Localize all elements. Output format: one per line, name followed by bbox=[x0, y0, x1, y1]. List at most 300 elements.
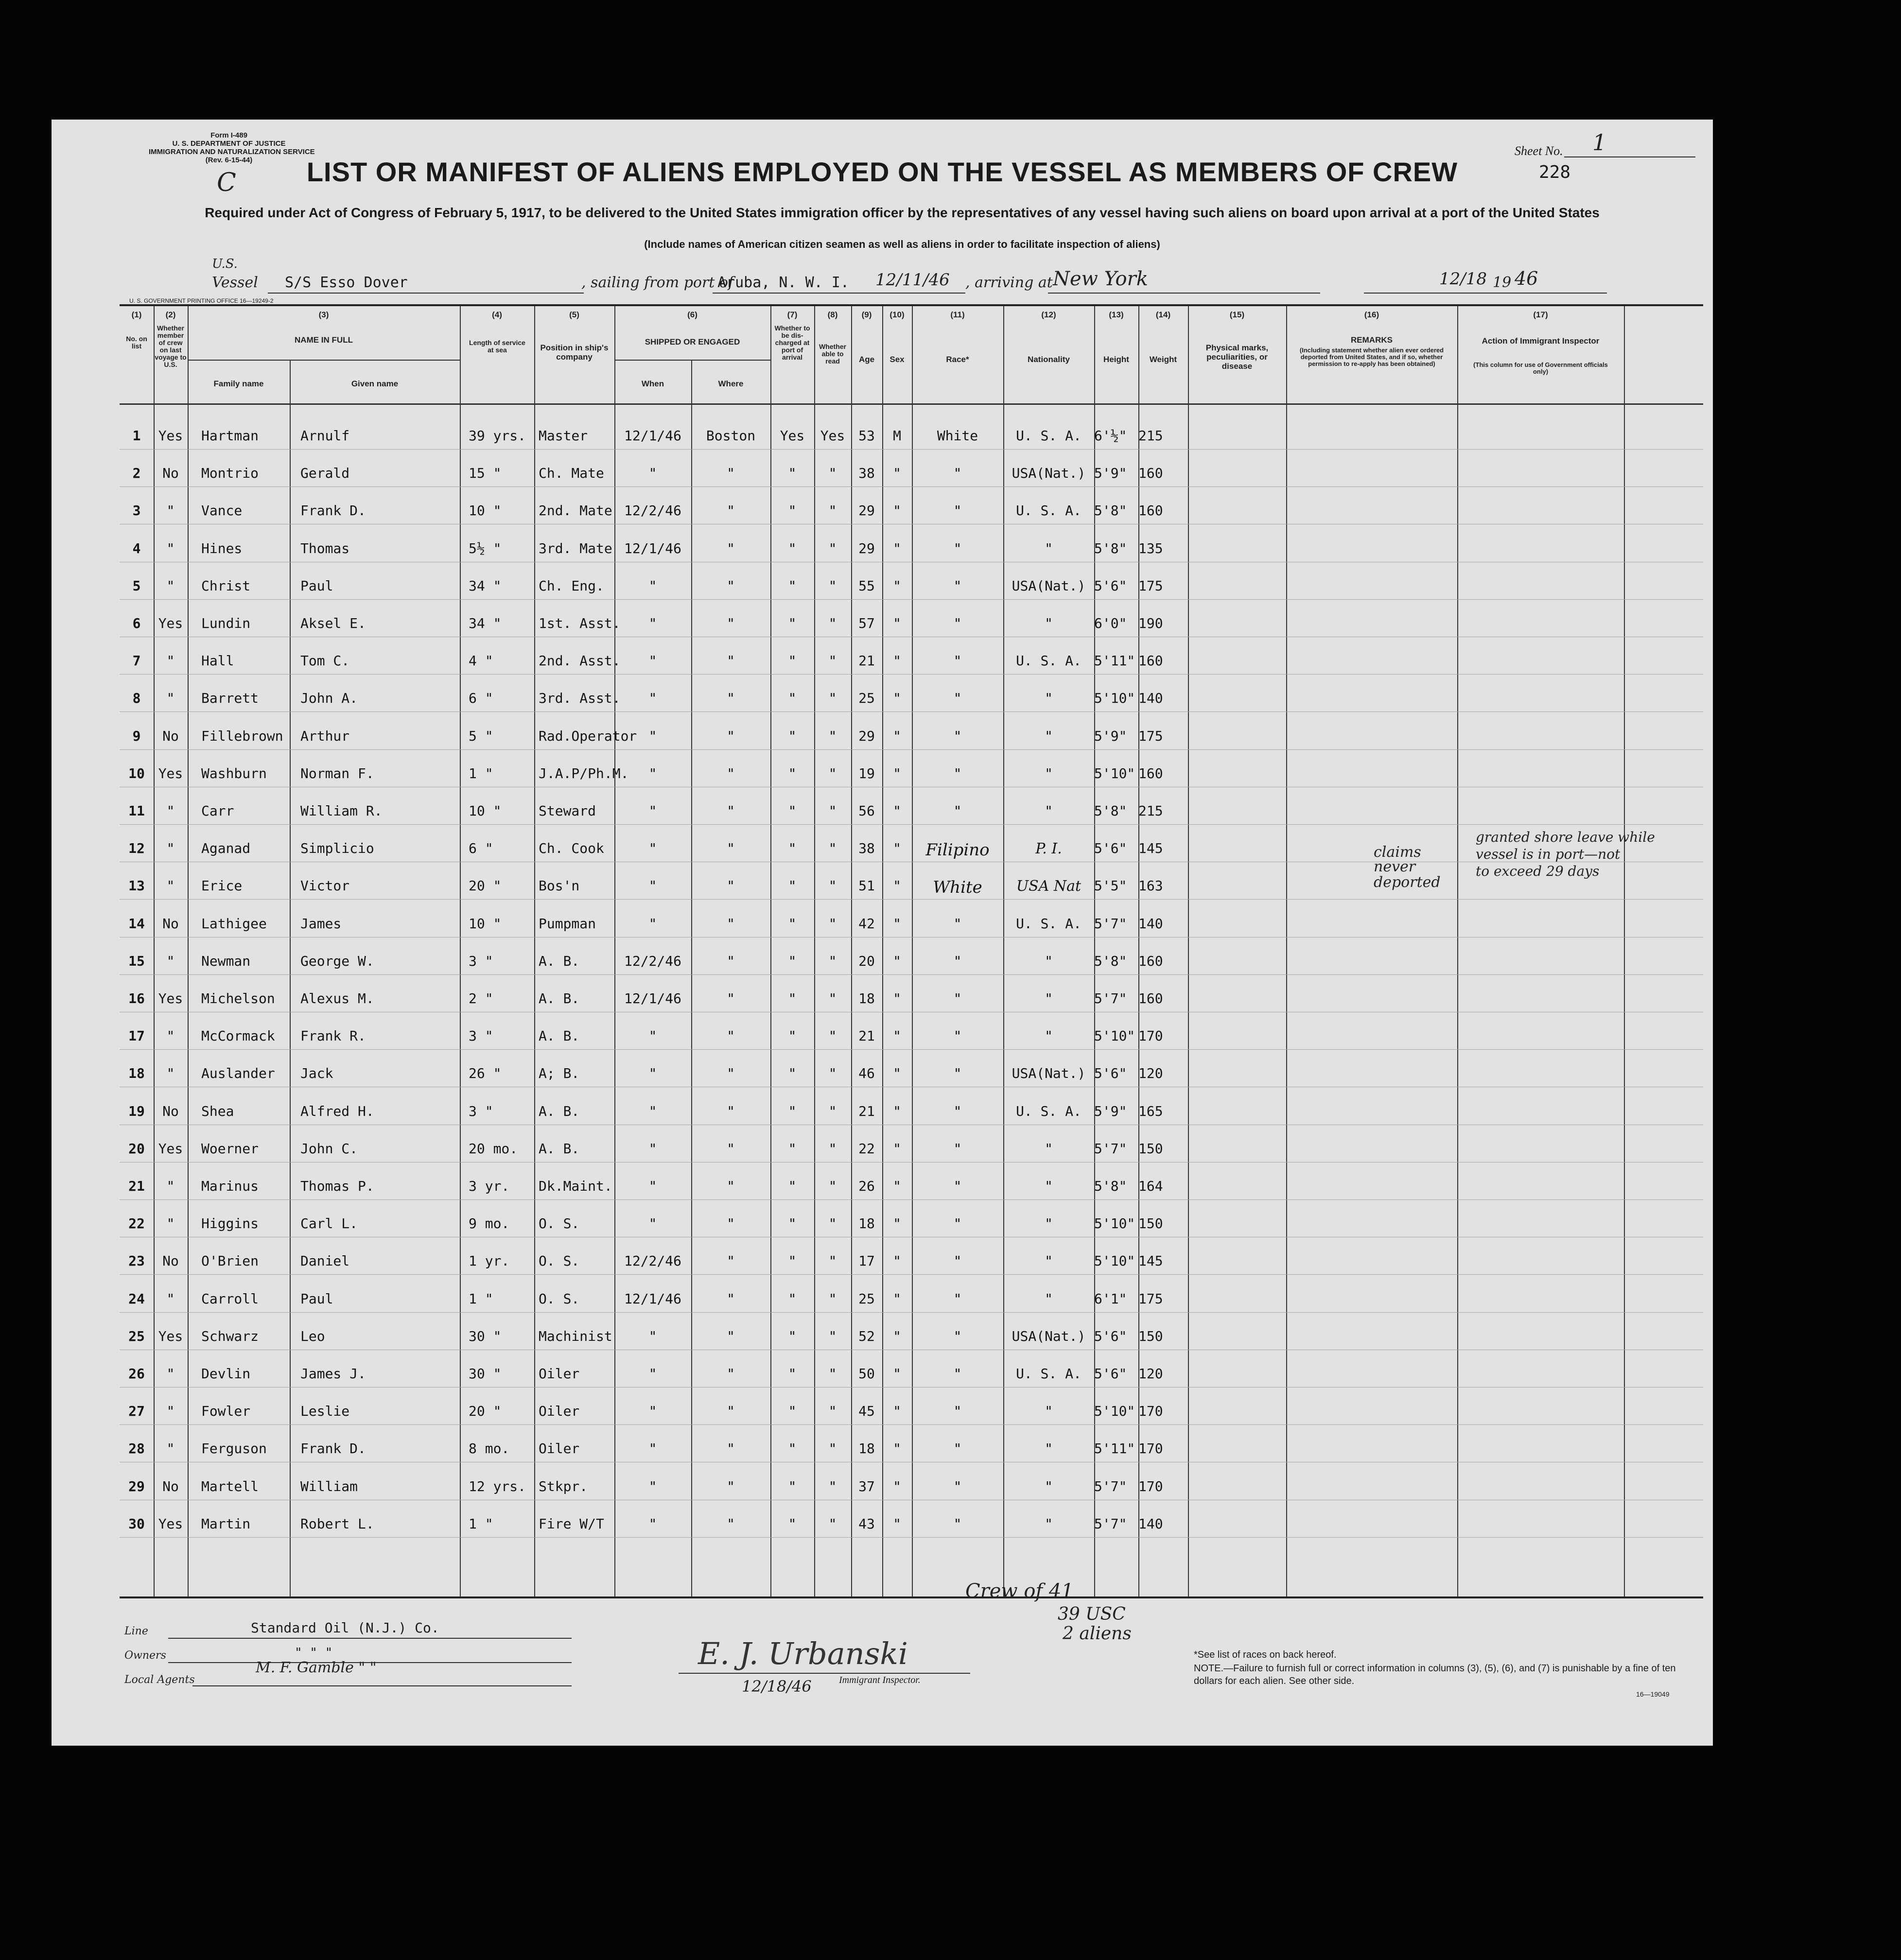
cell-given-name: Paul bbox=[300, 1290, 333, 1307]
cell-race: " bbox=[953, 1253, 962, 1269]
owners-value: " " " bbox=[295, 1646, 333, 1660]
cell-crew-last-voyage: Yes bbox=[158, 428, 183, 444]
cell-family-name: Schwarz bbox=[201, 1328, 259, 1344]
cell-family-name: Washburn bbox=[201, 765, 267, 781]
cell-able-to-read: " bbox=[828, 540, 837, 556]
colnum-3: (3) bbox=[318, 310, 329, 319]
cell-shipped-when: " bbox=[648, 690, 657, 707]
cell-shipped-when: " bbox=[648, 1215, 657, 1232]
cell-length-of-service: 4 " bbox=[469, 653, 493, 669]
cell-height: 5'11" bbox=[1094, 1440, 1135, 1457]
cell-family-name: Woerner bbox=[201, 1140, 259, 1157]
cell-age: 22 bbox=[858, 1140, 875, 1157]
cell-able-to-read: " bbox=[828, 1253, 837, 1269]
cell-shipped-when: " bbox=[648, 1065, 657, 1082]
cell-shipped-when: " bbox=[648, 615, 657, 631]
cell-crew-last-voyage: " bbox=[166, 1028, 175, 1044]
cell-race: " bbox=[953, 1515, 962, 1532]
cell-nationality: " bbox=[1045, 1140, 1053, 1157]
cell-given-name: Aksel E. bbox=[300, 615, 366, 631]
cell-height: 5'8" bbox=[1094, 503, 1127, 519]
cell-to-be-discharged: " bbox=[788, 1440, 797, 1457]
line-label: Line bbox=[124, 1625, 148, 1637]
cell-shipped-where: " bbox=[727, 915, 735, 932]
cell-family-name: Devlin bbox=[201, 1366, 251, 1382]
cell-row-number: 16 bbox=[128, 990, 145, 1006]
cell-nationality: U. S. A. bbox=[1016, 915, 1081, 932]
cell-crew-last-voyage: No bbox=[162, 465, 179, 482]
colnum-4: (4) bbox=[492, 310, 502, 319]
cell-age: 18 bbox=[858, 990, 875, 1006]
cell-shipped-where: " bbox=[727, 1065, 735, 1082]
cell-shipped-where: " bbox=[727, 990, 735, 1006]
cell-crew-last-voyage: No bbox=[162, 1478, 179, 1494]
cell-weight: 160 bbox=[1138, 653, 1163, 669]
cell-to-be-discharged: " bbox=[788, 1103, 797, 1119]
cell-crew-last-voyage: Yes bbox=[158, 1140, 183, 1157]
cell-family-name: Hall bbox=[201, 653, 234, 669]
cell-shipped-where: " bbox=[727, 1328, 735, 1344]
cell-height: 5'8" bbox=[1094, 540, 1127, 556]
cell-position: Rad.Operator bbox=[539, 728, 637, 744]
cell-crew-last-voyage: " bbox=[166, 1065, 175, 1082]
cell-shipped-where: " bbox=[727, 1515, 735, 1532]
cell-crew-last-voyage: " bbox=[166, 690, 175, 707]
row-rule bbox=[120, 711, 1703, 712]
cell-length-of-service: 10 " bbox=[469, 803, 502, 819]
cell-family-name: Vance bbox=[201, 503, 243, 519]
cell-shipped-where: " bbox=[727, 540, 735, 556]
cell-race: " bbox=[953, 1028, 962, 1044]
cell-height: 5'6" bbox=[1094, 1065, 1127, 1082]
cell-family-name: Hartman bbox=[201, 428, 259, 444]
cell-weight: 150 bbox=[1138, 1328, 1163, 1344]
cell-height: 5'10" bbox=[1094, 765, 1135, 781]
cell-to-be-discharged: " bbox=[788, 840, 797, 857]
cell-crew-last-voyage: " bbox=[166, 540, 175, 556]
cell-to-be-discharged: " bbox=[788, 1290, 797, 1307]
cell-given-name: Leo bbox=[300, 1328, 325, 1344]
cell-nationality: " bbox=[1045, 1403, 1053, 1420]
cell-shipped-when: " bbox=[648, 1440, 657, 1457]
cell-sex: " bbox=[893, 577, 901, 594]
cell-position: A. B. bbox=[539, 953, 580, 969]
cell-sex: " bbox=[893, 915, 901, 932]
cell-age: 25 bbox=[858, 1290, 875, 1307]
cell-family-name: Montrio bbox=[201, 465, 259, 482]
cell-position: Master bbox=[539, 428, 588, 444]
header-when: When bbox=[641, 379, 664, 388]
header-bottom-line bbox=[120, 403, 1703, 405]
cell-weight: 170 bbox=[1138, 1440, 1163, 1457]
cell-length-of-service: 3 " bbox=[469, 1103, 493, 1119]
cell-to-be-discharged: " bbox=[788, 465, 797, 482]
cell-able-to-read: " bbox=[828, 1178, 837, 1194]
cell-weight: 175 bbox=[1138, 728, 1163, 744]
sheet-stamp-number: 228 bbox=[1539, 162, 1571, 182]
cell-given-name: John A. bbox=[300, 690, 358, 707]
cell-race: " bbox=[953, 577, 962, 594]
cell-sex: " bbox=[893, 1178, 901, 1194]
cell-height: 5'9" bbox=[1094, 728, 1127, 744]
cell-length-of-service: 5 " bbox=[469, 728, 493, 744]
cell-sex: " bbox=[893, 728, 901, 744]
cell-shipped-when: " bbox=[648, 1103, 657, 1119]
cell-nationality: " bbox=[1045, 615, 1053, 631]
cell-nationality: " bbox=[1045, 1478, 1053, 1494]
cell-able-to-read: " bbox=[828, 953, 837, 969]
cell-family-name: Carroll bbox=[201, 1290, 259, 1307]
cell-age: 25 bbox=[858, 690, 875, 707]
cell-length-of-service: 6 " bbox=[469, 690, 493, 707]
header-name-in-full: NAME IN FULL bbox=[295, 335, 353, 345]
cell-crew-last-voyage: " bbox=[166, 653, 175, 669]
cell-race: Filipino bbox=[925, 840, 990, 860]
cell-able-to-read: " bbox=[828, 653, 837, 669]
cell-weight: 175 bbox=[1138, 577, 1163, 594]
remark-claims: claims bbox=[1374, 844, 1421, 861]
cell-length-of-service: 6 " bbox=[469, 840, 493, 857]
cell-family-name: Erice bbox=[201, 878, 243, 894]
cell-to-be-discharged: " bbox=[788, 577, 797, 594]
row-rule bbox=[120, 674, 1703, 675]
sailing-port: Aruba, N. W. I. bbox=[717, 274, 849, 291]
cell-race: " bbox=[953, 765, 962, 781]
arriving-port: New York bbox=[1053, 268, 1148, 290]
cell-position: Oiler bbox=[539, 1440, 580, 1457]
cell-shipped-when: 12/2/46 bbox=[624, 1253, 681, 1269]
header-nationality: Nationality bbox=[1028, 355, 1070, 364]
colnum-9: (9) bbox=[861, 310, 872, 319]
cell-able-to-read: " bbox=[828, 1215, 837, 1232]
cell-height: 5'7" bbox=[1094, 1515, 1127, 1532]
cell-race: " bbox=[953, 953, 962, 969]
row-rule bbox=[120, 749, 1703, 750]
sailing-label: , sailing from port of bbox=[581, 274, 734, 291]
cell-given-name: Frank D. bbox=[300, 503, 366, 519]
cell-family-name: Aganad bbox=[201, 840, 251, 857]
cell-given-name: Thomas bbox=[300, 540, 350, 556]
cell-length-of-service: 30 " bbox=[469, 1366, 502, 1382]
cell-shipped-when: " bbox=[648, 577, 657, 594]
header-given-name: Given name bbox=[351, 379, 399, 388]
cell-to-be-discharged: " bbox=[788, 1253, 797, 1269]
header-crew-last-voyage: Whether member of crew on last voyage to U.S. bbox=[155, 324, 187, 368]
cell-height: 5'9" bbox=[1094, 1103, 1127, 1119]
cell-sex: " bbox=[893, 803, 901, 819]
cell-nationality: " bbox=[1045, 1253, 1053, 1269]
cell-height: 6'1" bbox=[1094, 1290, 1127, 1307]
cell-shipped-when: " bbox=[648, 653, 657, 669]
cell-age: 43 bbox=[858, 1515, 875, 1532]
header-where: Where bbox=[718, 379, 744, 388]
cell-age: 21 bbox=[858, 653, 875, 669]
cell-shipped-where: " bbox=[727, 653, 735, 669]
cell-to-be-discharged: " bbox=[788, 915, 797, 932]
cell-nationality: " bbox=[1045, 1290, 1053, 1307]
cell-able-to-read: " bbox=[828, 840, 837, 857]
agents-value: M. F. Gamble " " bbox=[256, 1659, 377, 1676]
cell-row-number: 1 bbox=[132, 428, 141, 444]
cell-given-name: William bbox=[300, 1478, 358, 1494]
cell-sex: " bbox=[893, 503, 901, 519]
cell-nationality: USA(Nat.) bbox=[1012, 1065, 1086, 1082]
header-family-name: Family name bbox=[213, 379, 264, 388]
cell-shipped-when: " bbox=[648, 803, 657, 819]
remark-deported: deported bbox=[1374, 874, 1441, 891]
cell-family-name: McCormack bbox=[201, 1028, 275, 1044]
cell-able-to-read: " bbox=[828, 728, 837, 744]
cell-to-be-discharged: " bbox=[788, 1366, 797, 1382]
cell-shipped-where: " bbox=[727, 1178, 735, 1194]
header-remarks: REMARKS bbox=[1351, 335, 1393, 345]
inspector-signature: E. J. Urbanski bbox=[698, 1636, 908, 1671]
cell-given-name: Alexus M. bbox=[300, 990, 374, 1006]
cell-able-to-read: " bbox=[828, 1515, 837, 1532]
cell-nationality: U. S. A. bbox=[1016, 1366, 1081, 1382]
row-rule bbox=[120, 1274, 1703, 1275]
row-rule bbox=[120, 1387, 1703, 1388]
col-divider-15 bbox=[1188, 306, 1189, 1596]
cell-weight: 170 bbox=[1138, 1028, 1163, 1044]
col-divider-5 bbox=[534, 306, 535, 1596]
cell-crew-last-voyage: " bbox=[166, 840, 175, 857]
cell-row-number: 29 bbox=[128, 1478, 145, 1494]
cell-position: 2nd. Asst. bbox=[539, 653, 621, 669]
cell-sex: " bbox=[893, 653, 901, 669]
cell-race: " bbox=[953, 465, 962, 482]
cell-family-name: Shea bbox=[201, 1103, 234, 1119]
cell-shipped-where: " bbox=[727, 1366, 735, 1382]
row-rule bbox=[120, 1424, 1703, 1425]
col-divider-end bbox=[1624, 306, 1625, 1596]
cell-sex: " bbox=[893, 540, 901, 556]
cell-given-name: Leslie bbox=[300, 1403, 350, 1420]
cell-length-of-service: 5½ " bbox=[469, 540, 502, 556]
cell-age: 26 bbox=[858, 1178, 875, 1194]
cell-given-name: Paul bbox=[300, 577, 333, 594]
cell-height: 5'10" bbox=[1094, 1215, 1135, 1232]
col-divider-17 bbox=[1457, 306, 1458, 1596]
cell-race: " bbox=[953, 915, 962, 932]
cell-length-of-service: 3 " bbox=[469, 953, 493, 969]
colnum-6: (6) bbox=[687, 310, 698, 319]
cell-crew-last-voyage: " bbox=[166, 878, 175, 894]
vessel-name: S/S Esso Dover bbox=[285, 274, 408, 291]
cell-shipped-where: " bbox=[727, 1103, 735, 1119]
signature-date: 12/18/46 bbox=[742, 1677, 812, 1696]
cell-shipped-when: " bbox=[648, 915, 657, 932]
cell-family-name: Martell bbox=[201, 1478, 259, 1494]
cell-row-number: 14 bbox=[128, 915, 145, 932]
cell-to-be-discharged: " bbox=[788, 503, 797, 519]
cell-nationality: USA(Nat.) bbox=[1012, 1328, 1086, 1344]
cell-able-to-read: " bbox=[828, 1328, 837, 1344]
colnum-5: (5) bbox=[569, 310, 579, 319]
cell-weight: 215 bbox=[1138, 428, 1163, 444]
cell-to-be-discharged: " bbox=[788, 878, 797, 894]
corner-mark: C bbox=[217, 168, 236, 197]
cell-position: A; B. bbox=[539, 1065, 580, 1082]
cell-position: A. B. bbox=[539, 1028, 580, 1044]
colnum-8: (8) bbox=[827, 310, 838, 319]
cell-length-of-service: 3 yr. bbox=[469, 1178, 510, 1194]
cell-weight: 190 bbox=[1138, 615, 1163, 631]
cell-position: O. S. bbox=[539, 1290, 580, 1307]
cell-height: 5'10" bbox=[1094, 1403, 1135, 1420]
cell-race: " bbox=[953, 1366, 962, 1382]
header-height: Height bbox=[1103, 355, 1129, 364]
cell-able-to-read: " bbox=[828, 1103, 837, 1119]
cell-sex: M bbox=[893, 428, 901, 444]
cell-weight: 140 bbox=[1138, 1515, 1163, 1532]
cell-nationality: " bbox=[1045, 728, 1053, 744]
cell-nationality: U. S. A. bbox=[1016, 428, 1081, 444]
cell-age: 42 bbox=[858, 915, 875, 932]
cell-row-number: 2 bbox=[132, 465, 141, 482]
cell-crew-last-voyage: Yes bbox=[158, 990, 183, 1006]
cell-position: Oiler bbox=[539, 1403, 580, 1420]
cell-shipped-where: " bbox=[727, 953, 735, 969]
cell-height: 5'6" bbox=[1094, 577, 1127, 594]
cell-height: 5'10" bbox=[1094, 1253, 1135, 1269]
cell-height: 5'8" bbox=[1094, 953, 1127, 969]
cell-race: " bbox=[953, 1215, 962, 1232]
cell-family-name: Martin bbox=[201, 1515, 251, 1532]
cell-to-be-discharged: " bbox=[788, 540, 797, 556]
cell-to-be-discharged: " bbox=[788, 1028, 797, 1044]
cell-able-to-read: " bbox=[828, 803, 837, 819]
cell-row-number: 5 bbox=[132, 577, 141, 594]
cell-position: O. S. bbox=[539, 1253, 580, 1269]
cell-length-of-service: 1 yr. bbox=[469, 1253, 510, 1269]
cell-able-to-read: " bbox=[828, 1140, 837, 1157]
remark-granted-3: to exceed 29 days bbox=[1476, 863, 1600, 879]
cell-weight: 160 bbox=[1138, 953, 1163, 969]
cell-age: 21 bbox=[858, 1103, 875, 1119]
cell-position: O. S. bbox=[539, 1215, 580, 1232]
cell-sex: " bbox=[893, 1290, 901, 1307]
cell-position: A. B. bbox=[539, 1140, 580, 1157]
cell-able-to-read: " bbox=[828, 1366, 837, 1382]
cell-crew-last-voyage: " bbox=[166, 1290, 175, 1307]
cell-weight: 140 bbox=[1138, 915, 1163, 932]
cell-position: Dk.Maint. bbox=[539, 1178, 612, 1194]
cell-row-number: 3 bbox=[132, 503, 141, 519]
cell-row-number: 20 bbox=[128, 1140, 145, 1157]
cell-length-of-service: 20 mo. bbox=[469, 1140, 518, 1157]
cell-able-to-read: " bbox=[828, 615, 837, 631]
cell-to-be-discharged: " bbox=[788, 1140, 797, 1157]
cell-shipped-when: " bbox=[648, 840, 657, 857]
cell-nationality: " bbox=[1045, 1215, 1053, 1232]
cell-length-of-service: 30 " bbox=[469, 1328, 502, 1344]
header-no: No. on list bbox=[126, 335, 147, 350]
header-shipped-or-engaged: SHIPPED OR ENGAGED bbox=[645, 337, 740, 347]
cell-shipped-where: " bbox=[727, 878, 735, 894]
cell-given-name: Gerald bbox=[300, 465, 350, 482]
cell-sex: " bbox=[893, 1253, 901, 1269]
cell-row-number: 4 bbox=[132, 540, 141, 556]
cell-shipped-where: Boston bbox=[706, 428, 756, 444]
remark-never: never bbox=[1374, 858, 1416, 875]
row-rule bbox=[120, 1199, 1703, 1200]
line-value: Standard Oil (N.J.) Co. bbox=[251, 1620, 439, 1636]
cell-to-be-discharged: " bbox=[788, 1515, 797, 1532]
crew-table bbox=[120, 304, 1703, 1598]
cell-shipped-when: " bbox=[648, 1478, 657, 1494]
header-action-note: (This column for use of Government officials only) bbox=[1473, 361, 1608, 375]
cell-position: 3rd. Mate bbox=[539, 540, 612, 556]
agents-underline bbox=[192, 1685, 572, 1686]
cell-age: 57 bbox=[858, 615, 875, 631]
cell-crew-last-voyage: " bbox=[166, 803, 175, 819]
row-rule bbox=[120, 974, 1703, 975]
cell-position: J.A.P/Ph.M. bbox=[539, 765, 629, 781]
cell-length-of-service: 20 " bbox=[469, 878, 502, 894]
header-weight: Weight bbox=[1149, 355, 1177, 364]
page-subtitle: Required under Act of Congress of February 5, 1917, to be delivered to the United States immigration officer by the representatives of any vessel having such aliens on board upon arrival at a port of the United States bbox=[205, 205, 1600, 220]
cell-length-of-service: 15 " bbox=[469, 465, 502, 482]
cell-race: " bbox=[953, 1440, 962, 1457]
cell-sex: " bbox=[893, 1140, 901, 1157]
cell-row-number: 27 bbox=[128, 1403, 145, 1420]
cell-to-be-discharged: " bbox=[788, 690, 797, 707]
manifest-sheet bbox=[52, 120, 1713, 1746]
vessel-label: Vessel bbox=[212, 274, 258, 291]
cell-length-of-service: 34 " bbox=[469, 577, 502, 594]
cell-sex: " bbox=[893, 1366, 901, 1382]
cell-crew-last-voyage: Yes bbox=[158, 1328, 183, 1344]
cell-to-be-discharged: Yes bbox=[780, 428, 805, 444]
cell-age: 21 bbox=[858, 1028, 875, 1044]
penalty-note: NOTE.—Failure to furnish full or correct information in columns (3), (5), (6), and (7) is punishable by a fine of ten dollars for each alien. See other side. bbox=[1194, 1663, 1676, 1686]
cell-sex: " bbox=[893, 615, 901, 631]
cell-to-be-discharged: " bbox=[788, 1215, 797, 1232]
row-rule bbox=[120, 486, 1703, 487]
cell-family-name: Barrett bbox=[201, 690, 259, 707]
cell-family-name: O'Brien bbox=[201, 1253, 259, 1269]
cell-able-to-read: " bbox=[828, 765, 837, 781]
printing-office: U. S. GOVERNMENT PRINTING OFFICE 16—19249-2 bbox=[129, 297, 274, 304]
cell-position: 2nd. Mate bbox=[539, 503, 612, 519]
cell-able-to-read: Yes bbox=[820, 428, 845, 444]
crew-summary-total: Crew of 41 bbox=[965, 1580, 1074, 1602]
cell-height: 5'7" bbox=[1094, 915, 1127, 932]
cell-nationality: " bbox=[1045, 540, 1053, 556]
year-prefix: 19 bbox=[1493, 274, 1512, 291]
cell-position: Fire W/T bbox=[539, 1515, 604, 1532]
cell-sex: " bbox=[893, 953, 901, 969]
cell-nationality: " bbox=[1045, 1178, 1053, 1194]
cell-weight: 170 bbox=[1138, 1478, 1163, 1494]
cell-to-be-discharged: " bbox=[788, 765, 797, 781]
arrival-date: 12/18 bbox=[1439, 269, 1487, 289]
cell-row-number: 28 bbox=[128, 1440, 145, 1457]
cell-race: " bbox=[953, 1478, 962, 1494]
cell-given-name: Simplicio bbox=[300, 840, 374, 857]
cell-shipped-when: 12/2/46 bbox=[624, 953, 681, 969]
cell-weight: 145 bbox=[1138, 1253, 1163, 1269]
cell-age: 55 bbox=[858, 577, 875, 594]
cell-given-name: Thomas P. bbox=[300, 1178, 374, 1194]
cell-age: 53 bbox=[858, 428, 875, 444]
cell-height: 5'5" bbox=[1094, 878, 1127, 894]
cell-nationality: USA Nat bbox=[1016, 878, 1081, 895]
cell-able-to-read: " bbox=[828, 1403, 837, 1420]
cell-crew-last-voyage: No bbox=[162, 1253, 179, 1269]
cell-length-of-service: 1 " bbox=[469, 765, 493, 781]
